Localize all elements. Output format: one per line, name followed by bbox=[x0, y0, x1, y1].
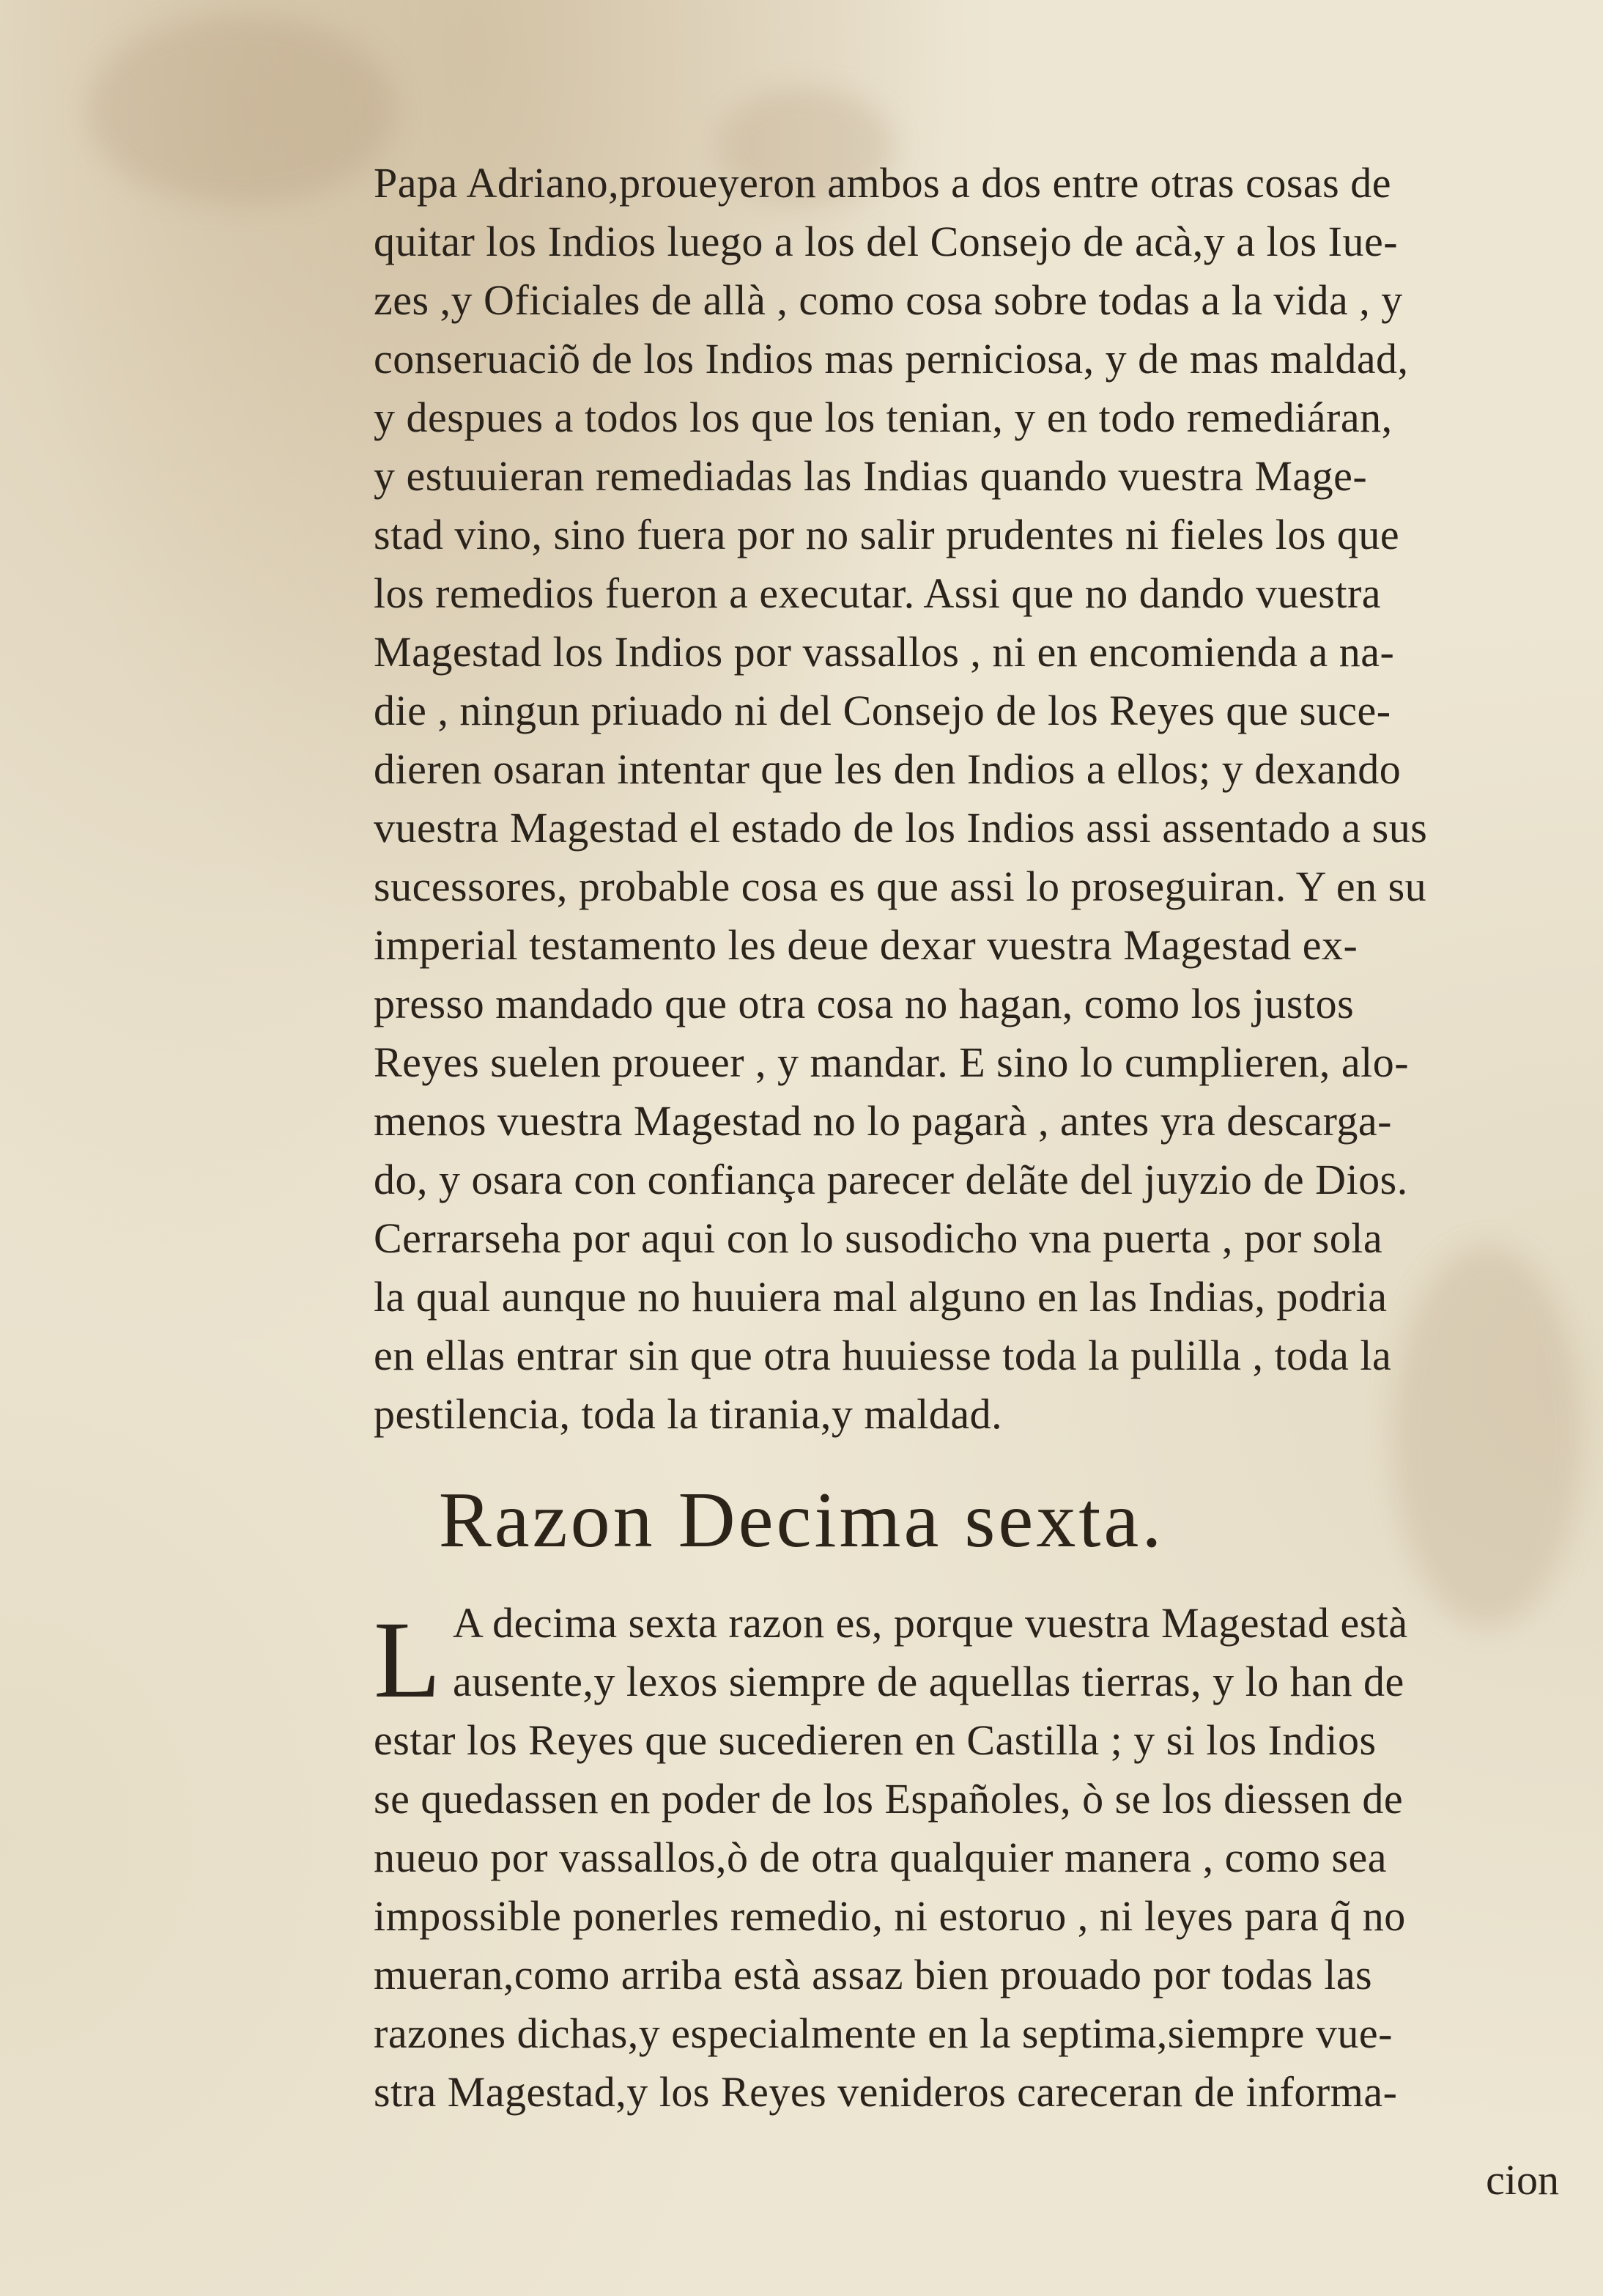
text-line: stra Magestad,y los Reyes venideros careceran de informa- bbox=[374, 2068, 1398, 2116]
text-line: stad vino, sino fuera por no salir prudentes ni fieles los que bbox=[374, 511, 1400, 558]
text-line: y estuuieran remediadas las Indias quando vuestra Mage- bbox=[374, 452, 1368, 500]
text-line: vuestra Magestad el estado de los Indios assi assentado a sus bbox=[374, 804, 1428, 852]
text-line: Reyes suelen proueer , y mandar. E sino lo cumplieren, alo- bbox=[374, 1038, 1410, 1086]
text-line: sucessores, probable cosa es que assi lo proseguiran. Y en su bbox=[374, 863, 1427, 910]
text-line: impossible ponerles remedio, ni estoruo , ni leyes para q̃ no bbox=[374, 1892, 1406, 1940]
text-line: Cerrarseha por aqui con lo susodicho vna puerta , por sola bbox=[374, 1214, 1383, 1262]
text-line: se quedassen en poder de los Españoles, ò se los diessen de bbox=[374, 1775, 1404, 1823]
text-line: estar los Reyes que sucedieren en Castilla ; y si los Indios bbox=[374, 1716, 1377, 1764]
stain-top-left bbox=[88, 15, 396, 205]
text-line: y despues a todos los que los tenian, y en todo remediáran, bbox=[374, 394, 1393, 441]
text-line: los remedios fueron a executar. Assi que no dando vuestra bbox=[374, 569, 1382, 617]
text-line: nueuo por vassallos,ò de otra qualquier manera , como sea bbox=[374, 1834, 1388, 1881]
catchword: cion bbox=[1486, 2156, 1559, 2204]
section-heading: Razon Decima sexta. bbox=[438, 1477, 1165, 1564]
text-line: Papa Adriano,proueyeron ambos a dos entre otras cosas de bbox=[374, 159, 1391, 207]
text-line: quitar los Indios luego a los del Consejo de acà,y a los Iue- bbox=[374, 218, 1399, 265]
text-line: presso mandado que otra cosa no hagan, como los justos bbox=[374, 980, 1355, 1027]
text-line: imperial testamento les deue dexar vuestra Magestad ex- bbox=[374, 921, 1358, 969]
text-line: razones dichas,y especialmente en la septima,siempre vue- bbox=[374, 2009, 1393, 2057]
text-line: en ellas entrar sin que otra huuiesse toda la pulilla , toda la bbox=[374, 1332, 1392, 1379]
text-line: do, y osara con confiança parecer delãte del juyzio de Dios. bbox=[374, 1156, 1408, 1203]
paragraph-2 bbox=[374, 1594, 1575, 2122]
text-line: mueran,como arriba està assaz bien prouado por todas las bbox=[374, 1951, 1373, 1998]
text-line: Magestad los Indios por vassallos , ni en encomienda a na- bbox=[374, 628, 1395, 676]
text-line: A decima sexta razon es, porque vuestra Magestad està bbox=[453, 1599, 1408, 1647]
text-line: ausente,y lexos siempre de aquellas tierras, y lo han de bbox=[453, 1658, 1404, 1705]
text-line: die , ningun priuado ni del Consejo de los Reyes que suce- bbox=[374, 687, 1391, 734]
text-line: menos vuestra Magestad no lo pagarà , antes yra descarga- bbox=[374, 1097, 1392, 1145]
drop-initial: L bbox=[374, 1599, 441, 1721]
paragraph-1 bbox=[374, 154, 1575, 1444]
text-line: dieren osaran intentar que les den Indios a ellos; y dexando bbox=[374, 745, 1402, 793]
text-line: la qual aunque no huuiera mal alguno en las Indias, podria bbox=[374, 1273, 1388, 1321]
text-line: zes ,y Oficiales de allà , como cosa sobre todas a la vida , y bbox=[374, 276, 1403, 324]
text-line: pestilencia, toda la tirania,y maldad. bbox=[374, 1390, 1003, 1438]
text-line: conseruaciõ de los Indios mas perniciosa, y de mas maldad, bbox=[374, 335, 1409, 383]
